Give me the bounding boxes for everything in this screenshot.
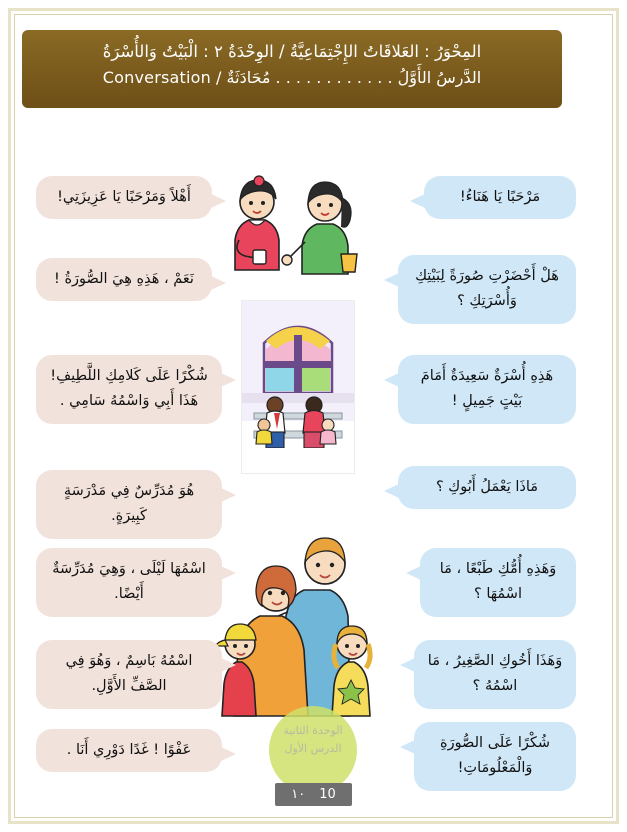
bubble-tail	[410, 194, 425, 208]
banner-line-2: الدَّرسُ الأَوَّلُ . . . . . . . . . . . . مُحَادَثَةٌ / Conversation	[102, 68, 482, 88]
bubble-tail	[221, 747, 236, 761]
page-number-latin: 10	[319, 787, 336, 802]
watermark-text	[269, 722, 357, 757]
speech-bubble-14	[414, 722, 576, 791]
speech-bubble-11	[36, 640, 222, 709]
speech-bubble-10	[420, 548, 576, 617]
bubble-tail	[400, 658, 415, 672]
speech-bubble-3	[36, 258, 212, 301]
bubble-text: هَذِهِ أُسْرَةٌ سَعِيدَةٌ أَمَامَ بَيْتٍ جَمِيلٍ !	[420, 368, 554, 410]
page-number-arabic: ١٠	[291, 787, 306, 802]
bubble-text: شُكْرًا عَلَى كَلامِكِ اللَّطِيفِ! هَذَا أَبِي وَاسْمُهُ سَامِي .	[50, 368, 208, 410]
speech-bubble-4	[398, 255, 576, 324]
bubble-text: عَفْوًا ! غَدًا دَوْرِي أَنَا .	[66, 742, 192, 758]
bubble-text: أَهْلاً وَمَرْحَبًا يَا عَزِيزَتِي!	[57, 189, 191, 205]
speech-bubble-1	[36, 176, 212, 219]
bubble-text: اسْمُهُ بَاسِمٌ ، وَهُوَ فِي الصَّفِّ الأَوَّلِ.	[65, 653, 193, 695]
lesson-header-banner	[22, 30, 562, 108]
speech-bubble-9	[36, 548, 222, 617]
speech-bubble-13	[36, 729, 222, 772]
bubble-text: هَلْ أَحْضَرْتِ صُورَةً لِبَيْتِكِ وَأُسْرَتِكِ ؟	[415, 268, 559, 310]
banner-line-1: المِحْوَرُ : العَلاقَاتُ الإِجْتِمَاعِيَّةُ / الوِحْدَةُ ٢ : الْبَيْتُ وَالأُسْرَةُ	[102, 42, 482, 61]
page-number-box	[275, 783, 352, 806]
bubble-text: مَرْحَبًا يَا هَنَاءُ!	[459, 189, 541, 205]
bubble-text: وَهَذِهِ أُمُّكِ طَبْعًا ، مَا اسْمُهَا ؟	[439, 561, 557, 603]
speech-bubble-7	[36, 470, 222, 539]
bubble-tail	[221, 566, 236, 580]
bubble-tail	[406, 566, 421, 580]
bubble-text: اسْمُهَا لَيْلَى ، وَهِيَ مُدَرِّسَةٌ أَيْضًا.	[52, 561, 206, 603]
speech-bubble-8	[398, 466, 576, 509]
bubble-tail	[221, 488, 236, 502]
bubble-text: نَعَمْ ، هَذِهِ هِيَ الصُّورَةُ !	[54, 271, 194, 287]
page-footer	[0, 783, 627, 806]
speech-bubble-12	[414, 640, 576, 709]
bubble-tail	[211, 276, 226, 290]
bubble-text: شُكْرًا عَلَى الصُّورَةِ وَالْمَعْلُومَاتِ!	[439, 735, 551, 777]
watermark-line-2: الدرس الأول	[284, 741, 342, 755]
watermark-line-1: الوحدة الثانية	[283, 724, 343, 737]
bubble-text: مَاذَا يَعْمَلُ أَبُوكِ ؟	[435, 479, 539, 495]
bubble-tail	[384, 484, 399, 498]
speech-bubble-6	[398, 355, 576, 424]
speech-bubble-5	[36, 355, 222, 424]
bubble-text: وَهَذَا أَخُوكِ الصَّغِيرُ ، مَا اسْمُهُ ؟	[427, 653, 563, 695]
illustration-two-girls	[213, 168, 388, 278]
bubble-tail	[221, 373, 236, 387]
bubble-tail	[211, 194, 226, 208]
illustration-family-four	[212, 520, 402, 720]
bubble-text: هُوَ مُدَرِّسٌ فِي مَدْرَسَةٍ كَبِيرَةٍ.	[63, 483, 195, 525]
bubble-tail	[384, 273, 399, 287]
bubble-tail	[221, 658, 236, 672]
speech-bubble-2	[424, 176, 576, 219]
bubble-tail	[400, 740, 415, 754]
bubble-tail	[384, 373, 399, 387]
illustration-family-window	[241, 300, 355, 474]
